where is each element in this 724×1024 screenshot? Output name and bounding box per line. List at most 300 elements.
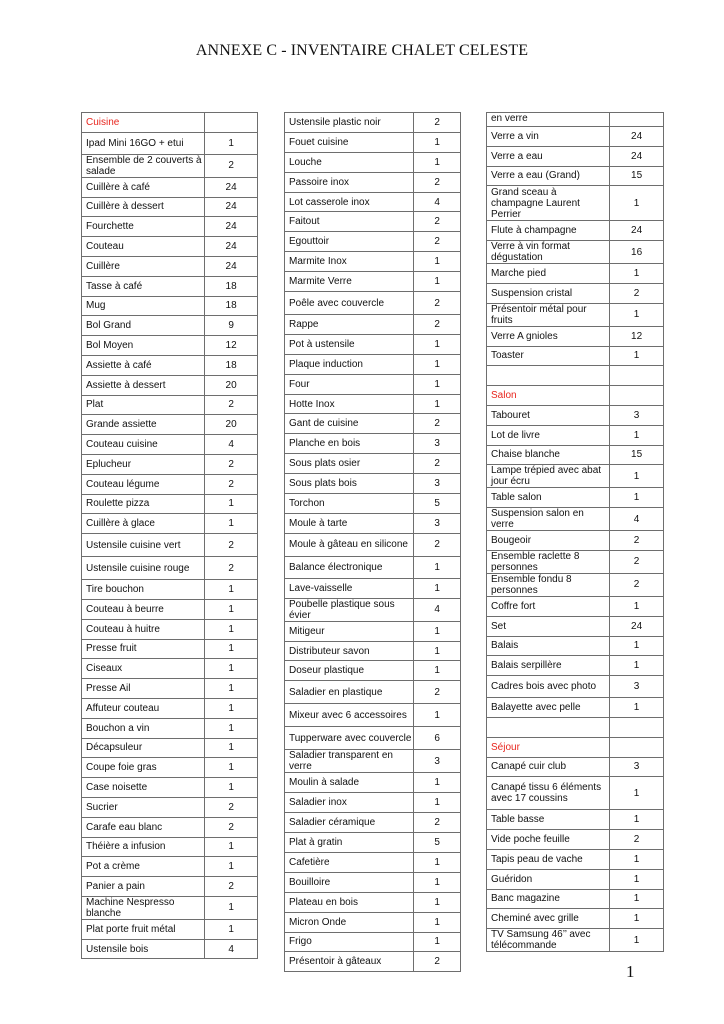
item-quantity: 1 — [205, 698, 258, 718]
item-quantity: 1 — [414, 252, 461, 272]
item-quantity: 4 — [414, 598, 461, 621]
table-row — [285, 793, 461, 813]
item-quantity: 1 — [610, 346, 664, 366]
table-row — [487, 656, 664, 676]
item-name: Toaster — [487, 346, 610, 366]
table-row — [285, 833, 461, 853]
item-name: Planche en bois — [285, 434, 414, 454]
item-quantity: 1 — [414, 374, 461, 394]
item-name: Machine Nespresso blanche — [82, 896, 205, 919]
table-row — [487, 616, 664, 636]
item-quantity: 1 — [610, 425, 664, 445]
table-row — [285, 932, 461, 952]
table-row — [487, 366, 664, 386]
item-quantity: 1 — [205, 619, 258, 639]
item-name: Bol Moyen — [82, 336, 205, 356]
table-row — [82, 276, 258, 296]
table-row — [285, 315, 461, 335]
item-name: Verre a eau — [487, 146, 610, 166]
item-quantity: 2 — [414, 952, 461, 972]
table-row — [285, 813, 461, 833]
table-row — [82, 355, 258, 375]
item-name: Tupperware avec couvercle — [285, 727, 414, 750]
item-name: Plateau en bois — [285, 892, 414, 912]
item-quantity — [610, 737, 664, 757]
item-name: Four — [285, 374, 414, 394]
item-name: Plat à gratin — [285, 833, 414, 853]
item-name: Marche pied — [487, 264, 610, 284]
item-quantity: 12 — [610, 326, 664, 346]
item-quantity: 5 — [414, 494, 461, 514]
item-name: Cheminé avec grille — [487, 909, 610, 929]
table-row — [487, 717, 664, 737]
item-quantity: 1 — [205, 857, 258, 877]
item-quantity: 1 — [205, 132, 258, 154]
section-header: Salon — [487, 386, 610, 406]
section-header-row — [487, 737, 664, 757]
item-quantity: 1 — [610, 889, 664, 909]
item-name: Poubelle plastique sous évier — [285, 598, 414, 621]
table-row — [487, 698, 664, 718]
item-name: Pot a crème — [82, 857, 205, 877]
item-name: Sucrier — [82, 797, 205, 817]
table-row — [285, 252, 461, 272]
table-row — [487, 508, 664, 531]
table-row — [285, 132, 461, 152]
table-row — [487, 465, 664, 488]
item-quantity: 24 — [205, 197, 258, 217]
item-quantity: 1 — [205, 837, 258, 857]
item-name: Verre a vin — [487, 127, 610, 147]
item-name: Moulin à salade — [285, 773, 414, 793]
table-row — [285, 414, 461, 434]
item-quantity: 1 — [205, 679, 258, 699]
item-name: Suspension cristal — [487, 283, 610, 303]
item-quantity: 1 — [610, 909, 664, 929]
item-quantity: 1 — [414, 932, 461, 952]
table-row — [285, 598, 461, 621]
item-name: Marmite Verre — [285, 272, 414, 292]
item-quantity: 2 — [414, 315, 461, 335]
section-header-row — [487, 386, 664, 406]
table-row — [82, 494, 258, 514]
item-name: Moule à tarte — [285, 513, 414, 533]
table-row — [285, 354, 461, 374]
item-quantity: 3 — [414, 434, 461, 454]
item-name: Présentoir métal pour fruits — [487, 303, 610, 326]
item-quantity: 3 — [610, 757, 664, 777]
table-row — [285, 533, 461, 556]
item-name: Tapis peau de vache — [487, 849, 610, 869]
table-row — [285, 852, 461, 872]
table-row — [285, 556, 461, 578]
item-quantity: 1 — [610, 849, 664, 869]
item-name: Presse Ail — [82, 679, 205, 699]
item-quantity: 4 — [205, 435, 258, 455]
table-row — [82, 817, 258, 837]
item-quantity: 1 — [205, 659, 258, 679]
item-name: Ustensile cuisine rouge — [82, 557, 205, 580]
item-name: Saladier en plastique — [285, 681, 414, 704]
item-quantity: 4 — [205, 939, 258, 959]
table-row — [285, 152, 461, 172]
item-quantity: 2 — [414, 232, 461, 252]
item-quantity: 2 — [205, 454, 258, 474]
item-quantity: 2 — [205, 877, 258, 897]
item-quantity: 1 — [205, 599, 258, 619]
item-name: Saladier céramique — [285, 813, 414, 833]
item-name: Couteau — [82, 237, 205, 257]
item-quantity: 1 — [205, 919, 258, 939]
item-quantity — [610, 386, 664, 406]
item-quantity: 1 — [610, 698, 664, 718]
item-name: Suspension salon en verre — [487, 508, 610, 531]
item-name: Doseur plastique — [285, 661, 414, 681]
item-name: Case noisette — [82, 778, 205, 798]
table-row — [285, 212, 461, 232]
table-row — [487, 573, 664, 596]
page-number: 1 — [626, 962, 635, 981]
table-row — [487, 241, 664, 264]
item-quantity: 24 — [610, 616, 664, 636]
item-name: Canapé tissu 6 éléments avec 17 coussins — [487, 777, 610, 810]
item-quantity: 1 — [414, 704, 461, 727]
item-quantity: 1 — [414, 852, 461, 872]
table-row — [487, 264, 664, 284]
table-row — [82, 837, 258, 857]
item-quantity: 4 — [610, 508, 664, 531]
inventory-table-column-2 — [284, 112, 461, 972]
table-row — [82, 217, 258, 237]
item-quantity: 1 — [414, 152, 461, 172]
table-row — [82, 939, 258, 959]
item-quantity — [610, 717, 664, 737]
table-row — [487, 929, 664, 952]
table-row — [285, 513, 461, 533]
item-name: Flute à champagne — [487, 221, 610, 241]
item-name: Assiette à café — [82, 355, 205, 375]
table-row — [487, 221, 664, 241]
item-name: Grande assiette — [82, 415, 205, 435]
table-row — [82, 919, 258, 939]
table-row — [285, 434, 461, 454]
table-row — [285, 727, 461, 750]
item-name: Ensemble fondu 8 personnes — [487, 573, 610, 596]
table-row — [82, 375, 258, 395]
table-row — [285, 272, 461, 292]
item-quantity: 5 — [414, 833, 461, 853]
item-name: Fouet cuisine — [285, 132, 414, 152]
item-quantity: 1 — [414, 132, 461, 152]
table-row — [487, 283, 664, 303]
item-name: Marmite Inox — [285, 252, 414, 272]
item-quantity: 1 — [205, 580, 258, 600]
item-quantity: 2 — [414, 533, 461, 556]
table-row — [285, 661, 461, 681]
item-quantity: 1 — [205, 758, 258, 778]
item-name: Tire bouchon — [82, 580, 205, 600]
item-name: Torchon — [285, 494, 414, 514]
item-name: Louche — [285, 152, 414, 172]
table-row — [82, 758, 258, 778]
table-row — [82, 698, 258, 718]
item-name: Cuillère à café — [82, 177, 205, 197]
item-name: Ensemble raclette 8 personnes — [487, 550, 610, 573]
item-name: Présentoir à gâteaux — [285, 952, 414, 972]
item-name: Couteau à beurre — [82, 599, 205, 619]
item-quantity: 2 — [205, 797, 258, 817]
item-quantity: 1 — [414, 394, 461, 414]
item-quantity: 2 — [414, 212, 461, 232]
item-quantity: 3 — [414, 513, 461, 533]
table-row — [82, 679, 258, 699]
item-quantity: 1 — [414, 621, 461, 641]
table-row — [82, 534, 258, 557]
item-name: Distributeur savon — [285, 641, 414, 661]
table-row — [82, 580, 258, 600]
item-name: Balayette avec pelle — [487, 698, 610, 718]
item-quantity: 16 — [610, 241, 664, 264]
item-quantity: 1 — [414, 892, 461, 912]
table-row — [82, 415, 258, 435]
table-row — [285, 374, 461, 394]
table-row — [82, 877, 258, 897]
item-quantity: 1 — [414, 661, 461, 681]
item-name: Lave-vaisselle — [285, 578, 414, 598]
item-name: Mitigeur — [285, 621, 414, 641]
table-row — [82, 177, 258, 197]
item-quantity: 24 — [205, 177, 258, 197]
table-row — [487, 550, 664, 573]
table-row — [82, 896, 258, 919]
item-quantity: 18 — [205, 296, 258, 316]
table-row — [487, 909, 664, 929]
table-row — [285, 912, 461, 932]
item-name: Verre à vin format dégustation — [487, 241, 610, 264]
item-name: Guéridon — [487, 869, 610, 889]
table-row — [487, 889, 664, 909]
item-quantity: 20 — [205, 375, 258, 395]
item-quantity: 1 — [205, 718, 258, 738]
item-name: Presse fruit — [82, 639, 205, 659]
inventory-table-column-1 — [81, 112, 258, 959]
table-row — [487, 531, 664, 551]
table-row — [285, 474, 461, 494]
table-row — [82, 454, 258, 474]
item-name: Cuillère à dessert — [82, 197, 205, 217]
table-row — [82, 435, 258, 455]
item-quantity: 3 — [414, 750, 461, 773]
item-name: Verre A gnioles — [487, 326, 610, 346]
item-name: Eplucheur — [82, 454, 205, 474]
item-name: Table salon — [487, 488, 610, 508]
item-name: Poêle avec couvercle — [285, 292, 414, 315]
item-quantity: 2 — [610, 283, 664, 303]
item-quantity: 18 — [205, 355, 258, 375]
item-quantity: 1 — [414, 773, 461, 793]
item-quantity: 1 — [610, 596, 664, 616]
item-quantity: 1 — [205, 778, 258, 798]
item-quantity: 1 — [610, 636, 664, 656]
table-row — [487, 757, 664, 777]
item-name: Fourchette — [82, 217, 205, 237]
item-name: Ensemble de 2 couverts à salade — [82, 154, 205, 177]
item-quantity: 3 — [414, 474, 461, 494]
item-name: Balais serpillère — [487, 656, 610, 676]
item-name: Gant de cuisine — [285, 414, 414, 434]
item-name: Tabouret — [487, 405, 610, 425]
item-name: Tasse à café — [82, 276, 205, 296]
item-quantity: 1 — [205, 896, 258, 919]
table-row — [487, 405, 664, 425]
table-row — [487, 346, 664, 366]
table-row — [82, 316, 258, 336]
item-quantity: 2 — [414, 681, 461, 704]
table-row — [285, 232, 461, 252]
table-row — [285, 578, 461, 598]
item-quantity: 1 — [414, 872, 461, 892]
item-quantity: 1 — [414, 912, 461, 932]
item-quantity: 2 — [205, 474, 258, 494]
item-name: Balais — [487, 636, 610, 656]
item-name: Cuillère — [82, 256, 205, 276]
table-row — [285, 394, 461, 414]
table-row — [487, 830, 664, 850]
table-row — [487, 596, 664, 616]
table-row — [285, 641, 461, 661]
item-quantity: 2 — [414, 113, 461, 133]
item-quantity: 24 — [610, 221, 664, 241]
item-name: Bougeoir — [487, 531, 610, 551]
item-quantity — [610, 113, 664, 127]
table-row — [487, 303, 664, 326]
item-name: Canapé cuir club — [487, 757, 610, 777]
item-name: Balance électronique — [285, 556, 414, 578]
item-name: Décapsuleur — [82, 738, 205, 758]
item-quantity: 1 — [414, 334, 461, 354]
item-name: Lampe trépied avec abat jour écru — [487, 465, 610, 488]
table-row — [82, 659, 258, 679]
table-row — [285, 621, 461, 641]
table-row — [82, 599, 258, 619]
item-name: Moule à gâteau en silicone — [285, 533, 414, 556]
item-name: Ipad Mini 16GO + etui — [82, 132, 205, 154]
item-name: Bouchon a vin — [82, 718, 205, 738]
table-row — [285, 704, 461, 727]
item-name: Couteau légume — [82, 474, 205, 494]
item-quantity: 2 — [414, 454, 461, 474]
item-quantity: 1 — [610, 303, 664, 326]
item-quantity: 4 — [414, 192, 461, 212]
item-name: Plat — [82, 395, 205, 415]
item-quantity: 20 — [205, 415, 258, 435]
page-title: ANNEXE C - INVENTAIRE CHALET CELESTE — [195, 42, 529, 59]
item-name: Coffre fort — [487, 596, 610, 616]
item-name — [487, 366, 610, 386]
item-name: Frigo — [285, 932, 414, 952]
item-name: Sous plats osier — [285, 454, 414, 474]
table-row — [487, 488, 664, 508]
table-row — [82, 778, 258, 798]
item-name: Grand sceau à champagne Laurent Perrier — [487, 186, 610, 221]
item-name: Bol Grand — [82, 316, 205, 336]
table-row — [285, 454, 461, 474]
item-name: Cafetière — [285, 852, 414, 872]
item-quantity: 2 — [205, 817, 258, 837]
table-row — [487, 445, 664, 465]
item-quantity: 2 — [414, 813, 461, 833]
item-name: en verre — [487, 113, 610, 127]
item-name: Chaise blanche — [487, 445, 610, 465]
table-row — [487, 810, 664, 830]
item-name: Bouilloire — [285, 872, 414, 892]
item-quantity: 12 — [205, 336, 258, 356]
item-quantity: 2 — [610, 573, 664, 596]
table-row — [82, 639, 258, 659]
table-row — [82, 797, 258, 817]
table-row — [82, 237, 258, 257]
item-quantity: 1 — [414, 354, 461, 374]
item-quantity: 24 — [205, 237, 258, 257]
item-quantity: 24 — [610, 146, 664, 166]
item-quantity: 1 — [205, 514, 258, 534]
item-name: Coupe foie gras — [82, 758, 205, 778]
item-name: Ustensile bois — [82, 939, 205, 959]
item-quantity: 1 — [610, 929, 664, 952]
table-row — [82, 132, 258, 154]
item-quantity: 1 — [610, 656, 664, 676]
item-quantity: 2 — [205, 395, 258, 415]
table-row — [285, 494, 461, 514]
item-quantity: 15 — [610, 166, 664, 186]
item-quantity: 2 — [414, 414, 461, 434]
inventory-table-column-3 — [486, 112, 664, 952]
table-row — [82, 619, 258, 639]
table-row — [487, 425, 664, 445]
item-quantity — [205, 113, 258, 133]
item-quantity: 2 — [610, 830, 664, 850]
item-name: Ustensile cuisine vert — [82, 534, 205, 557]
item-quantity: 24 — [205, 256, 258, 276]
item-quantity: 2 — [205, 534, 258, 557]
item-name: Lot casserole inox — [285, 192, 414, 212]
item-quantity: 9 — [205, 316, 258, 336]
item-quantity: 2 — [610, 531, 664, 551]
item-name: Plaque induction — [285, 354, 414, 374]
table-row — [487, 146, 664, 166]
item-name: Ustensile plastic noir — [285, 113, 414, 133]
item-name: Cuillère à glace — [82, 514, 205, 534]
table-row — [487, 166, 664, 186]
item-name: Set — [487, 616, 610, 636]
item-name: Vide poche feuille — [487, 830, 610, 850]
item-name: Affuteur couteau — [82, 698, 205, 718]
item-name: Roulette pizza — [82, 494, 205, 514]
item-quantity: 1 — [610, 869, 664, 889]
item-name: Cadres bois avec photo — [487, 676, 610, 698]
item-quantity: 1 — [205, 639, 258, 659]
table-row — [285, 113, 461, 133]
item-name: Théière a infusion — [82, 837, 205, 857]
item-name: Ciseaux — [82, 659, 205, 679]
table-row — [487, 869, 664, 889]
table-row — [487, 849, 664, 869]
item-quantity: 1 — [205, 494, 258, 514]
table-row — [285, 773, 461, 793]
item-name: Mixeur avec 6 accessoires — [285, 704, 414, 727]
item-name: Egouttoir — [285, 232, 414, 252]
table-row — [285, 172, 461, 192]
